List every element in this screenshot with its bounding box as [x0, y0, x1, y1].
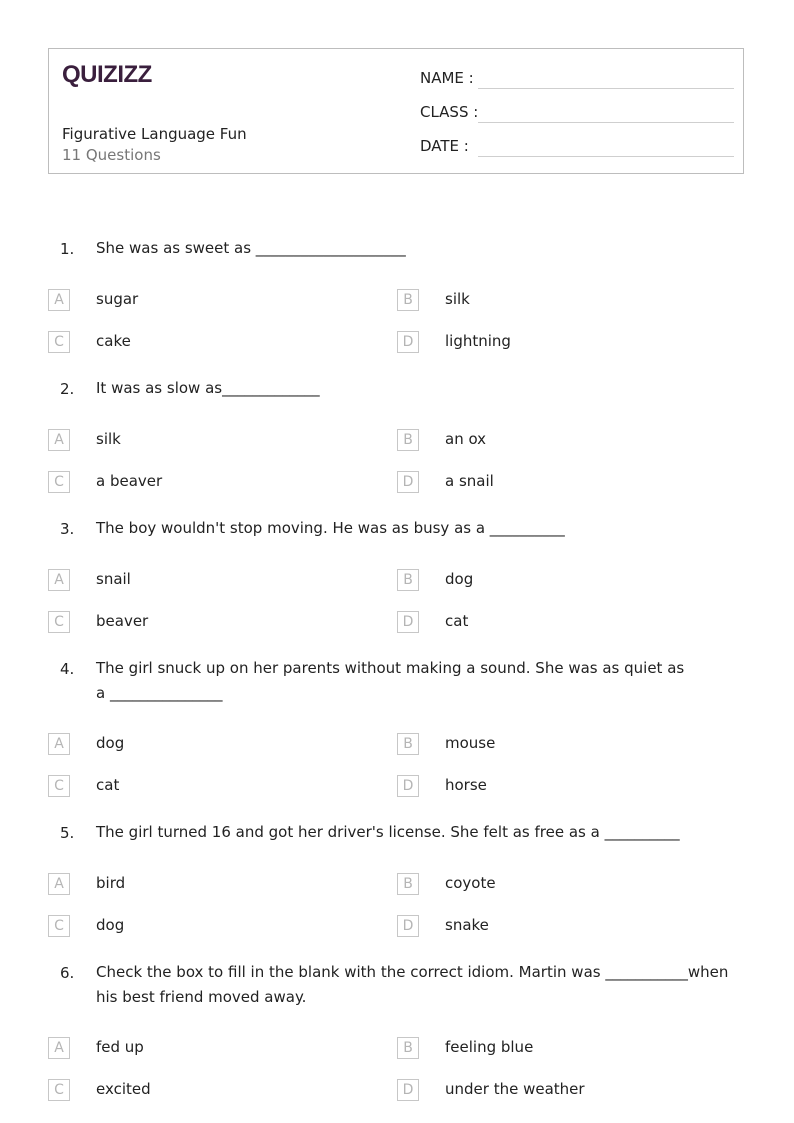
- question-text: The girl turned 16 and got her driver's license. She felt as free as a __________: [96, 823, 680, 841]
- option-text: coyote: [445, 874, 496, 892]
- option-text: sugar: [96, 290, 139, 308]
- question-number: 4.: [60, 660, 75, 678]
- name-field[interactable]: [420, 69, 474, 87]
- option-text: fed up: [96, 1038, 144, 1056]
- option-box[interactable]: C: [48, 331, 70, 353]
- option-box[interactable]: A: [48, 569, 70, 591]
- option-box[interactable]: D: [397, 915, 419, 937]
- question-text: The boy wouldn't stop moving. He was as busy as a __________: [96, 519, 565, 537]
- option-text: excited: [96, 1080, 151, 1098]
- class-field[interactable]: [420, 103, 478, 121]
- question-number: 1.: [60, 240, 75, 258]
- class-label: CLASS :: [420, 103, 479, 121]
- option-text: silk: [445, 290, 470, 308]
- question-text: Check the box to fill in the blank with the correct idiom. Martin was ___________when his best friend moved away.: [96, 963, 729, 1006]
- name-label: NAME :: [420, 69, 474, 87]
- option-box[interactable]: D: [397, 1079, 419, 1101]
- class-line[interactable]: [478, 122, 734, 123]
- option-text: feeling blue: [445, 1038, 534, 1056]
- name-line[interactable]: [478, 88, 734, 89]
- option-box[interactable]: A: [48, 733, 70, 755]
- option-text: lightning: [445, 332, 511, 350]
- option-text: under the weather: [445, 1080, 585, 1098]
- date-label: DATE :: [420, 137, 469, 155]
- date-field[interactable]: [420, 137, 469, 155]
- option-box[interactable]: D: [397, 331, 419, 353]
- worksheet-header: [48, 48, 744, 174]
- option-text: beaver: [96, 612, 149, 630]
- option-box[interactable]: A: [48, 1037, 70, 1059]
- question-number: 2.: [60, 380, 75, 398]
- option-text: cat: [445, 612, 469, 630]
- option-box[interactable]: C: [48, 471, 70, 493]
- option-box[interactable]: C: [48, 1079, 70, 1101]
- option-box[interactable]: B: [397, 873, 419, 895]
- option-box[interactable]: B: [397, 289, 419, 311]
- question-text: The girl snuck up on her parents without making a sound. She was as quiet as a _______________: [96, 659, 685, 702]
- option-text: cat: [96, 776, 120, 794]
- option-text: an ox: [445, 430, 487, 448]
- worksheet-title: Figurative Language Fun: [62, 125, 247, 143]
- option-text: snake: [445, 916, 489, 934]
- option-text: dog: [96, 916, 125, 934]
- option-box[interactable]: B: [397, 569, 419, 591]
- quizizz-logo: QUIZIZZ: [62, 61, 152, 88]
- option-box[interactable]: C: [48, 775, 70, 797]
- option-box[interactable]: B: [397, 429, 419, 451]
- option-box[interactable]: A: [48, 873, 70, 895]
- question-text: It was as slow as_____________: [96, 379, 320, 397]
- option-text: dog: [96, 734, 125, 752]
- option-text: horse: [445, 776, 487, 794]
- question-number: 6.: [60, 964, 75, 982]
- option-box[interactable]: A: [48, 429, 70, 451]
- option-box[interactable]: C: [48, 611, 70, 633]
- option-text: bird: [96, 874, 126, 892]
- question-number: 5.: [60, 824, 75, 842]
- option-text: silk: [96, 430, 121, 448]
- option-text: mouse: [445, 734, 496, 752]
- option-text: dog: [445, 570, 474, 588]
- option-text: a snail: [445, 472, 494, 490]
- option-box[interactable]: A: [48, 289, 70, 311]
- option-text: cake: [96, 332, 131, 350]
- question-text: She was as sweet as ____________________: [96, 239, 406, 257]
- date-line[interactable]: [478, 156, 734, 157]
- question-count: 11 Questions: [62, 146, 161, 164]
- option-box[interactable]: D: [397, 471, 419, 493]
- option-text: snail: [96, 570, 131, 588]
- option-box[interactable]: C: [48, 915, 70, 937]
- option-box[interactable]: B: [397, 733, 419, 755]
- option-box[interactable]: D: [397, 611, 419, 633]
- option-box[interactable]: D: [397, 775, 419, 797]
- option-text: a beaver: [96, 472, 163, 490]
- question-number: 3.: [60, 520, 75, 538]
- option-box[interactable]: B: [397, 1037, 419, 1059]
